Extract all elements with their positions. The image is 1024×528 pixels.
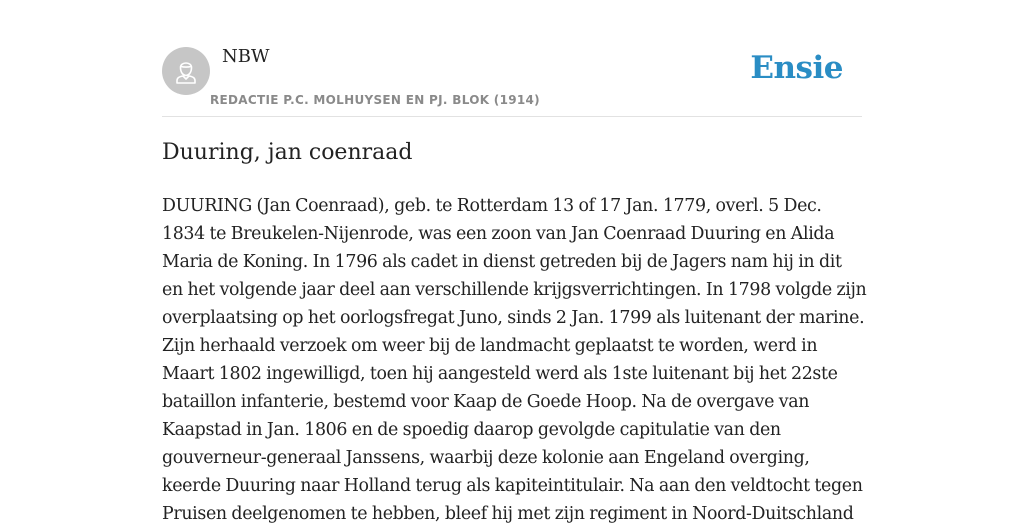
article-header <box>162 0 862 117</box>
page-title: Duuring, jan coenraad <box>162 140 413 165</box>
article-body: DUURING (Jan Coenraad), geb. te Rotterdam 13 of 17 Jan. 1779, overl. 5 Dec. 1834 te Breukelen-Nijenrode, was een zoon van Jan Coenraad Duuring en Alida Maria de Koning. In 1796 als cadet in dienst getreden bij de Jagers nam hij in dit en het volgende jaar deel aan verschillende krijgsverrichtingen. In 1798 volgde zijn overplaatsing op het oorlogsfregat Juno, sinds 2 Jan. 1799 als luitenant der marine. Zijn herhaald verzoek om weer bij de landmacht geplaatst te worden, werd in Maart 1802 ingewilligd, toen hij aangesteld werd als 1ste luitenant bij het 22ste bataillon infanterie, bestemd voor Kaap de Goede Hoop. Na de overgave van Kaapstad in Jan. 1806 en de spoedig daarop gevolgde capitulatie van den gouverneur-generaal Janssens, waarbij deze kolonie aan Engeland overging, keerde Duuring naar Holland terug als kapiteintitulair. Na aan den veldtocht tegen Pruisen deelgenomen te hebben, bleef hij met zijn regiment in Noord-Duitschland <box>162 196 867 524</box>
article-card <box>162 0 867 524</box>
brand-logo[interactable]: Ensie <box>750 50 843 86</box>
source-label: REDACTIE P.C. MOLHUYSEN EN PJ. BLOK (1914) <box>210 93 540 107</box>
avatar[interactable] <box>162 47 210 95</box>
user-icon <box>162 47 210 95</box>
author-name[interactable]: NBW <box>222 46 270 67</box>
